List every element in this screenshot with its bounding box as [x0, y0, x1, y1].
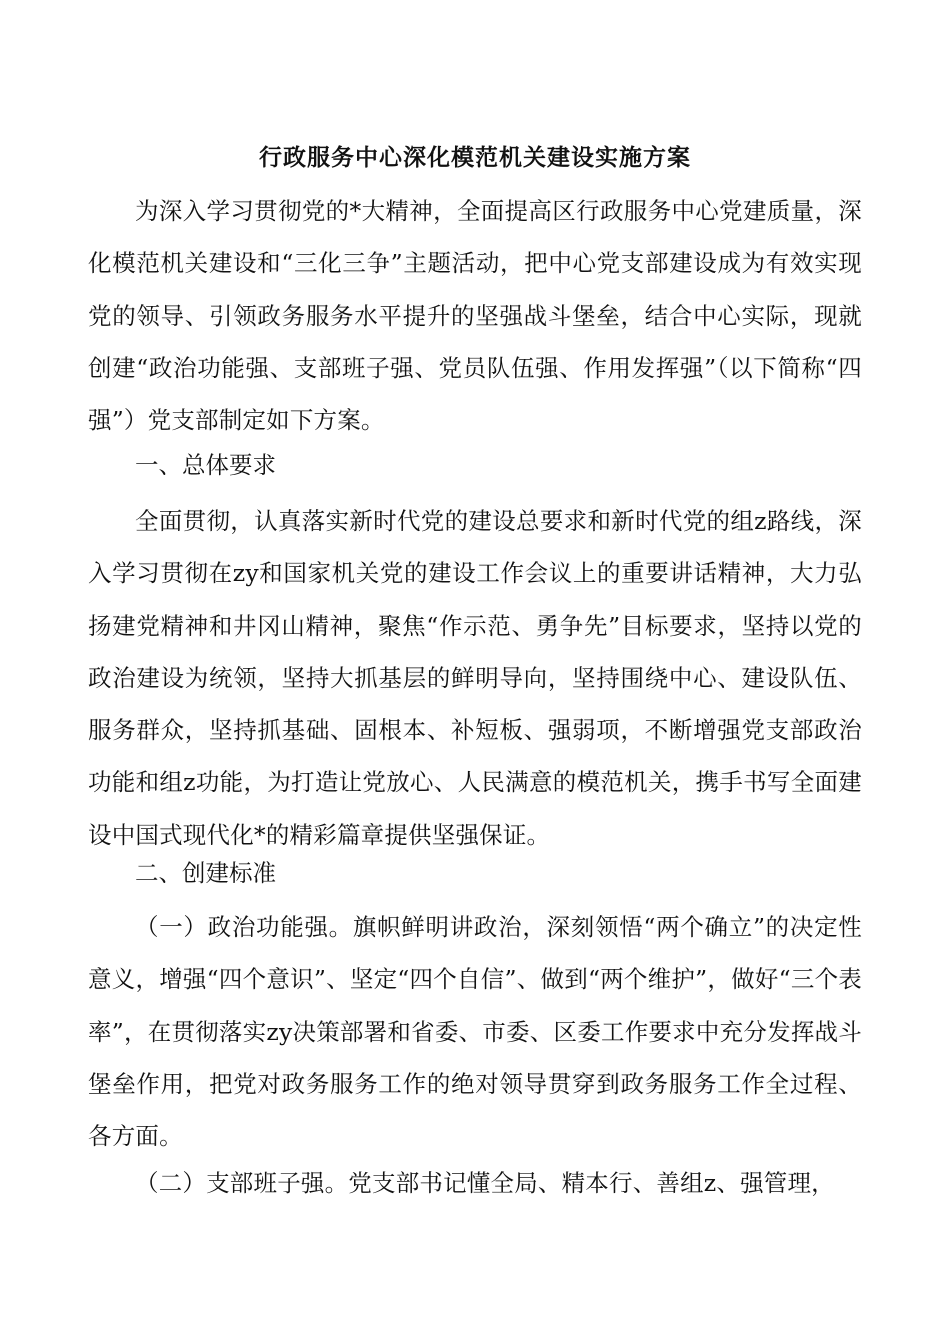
document-title: 行政服务中心深化模范机关建设实施方案 [259, 145, 691, 171]
section-2-item-1: （一）政治功能强。旗帜鲜明讲政治，深刻领悟“两个确立”的决定性意义，增强“四个意识”、坚定“四个自信”、做到“两个维护”，做好“三个表率”，在贯彻落实zy决策部署和省委、市委、区委工作要求中充分发挥战斗堡垒作用，把党对政务服务工作的绝对领导贯穿到政务服务工作全过程、各方面。 [88, 913, 862, 1151]
intro-paragraph: 为深入学习贯彻党的*大精神，全面提高区行政服务中心党建质量，深化模范机关建设和“三化三争”主题活动，把中心党支部建设成为有效实现党的领导、引领政务服务水平提升的坚强战斗堡垒，结合中心实际，现就创建“政治功能强、支部班子强、党员队伍强、作用发挥强”（以下简称“四强”）党支部制定如下方案。 [88, 197, 862, 435]
section-2-item-2: （二）支部班子强。党支部书记懂全局、精本行、善组z、强管理， [135, 1169, 835, 1197]
section-1-body: 全面贯彻，认真落实新时代党的建设总要求和新时代党的组z路线，深入学习贯彻在zy和国家机关党的建设工作会议上的重要讲话精神，大力弘扬建党精神和井冈山精神，聚焦“作示范、勇争先”目标要求，坚持以党的政治建设为统领，坚持大抓基层的鲜明导向，坚持围绕中心、建设队伍、服务群众，坚持抓基础、固根本、补短板、强弱项，不断增强党支部政治功能和组z功能，为打造让党放心、人民满意的模范机关，携手书写全面建设中国式现代化*的精彩篇章提供坚强保证。 [88, 507, 862, 849]
section-1-heading: 一、总体要求 [135, 451, 276, 479]
section-2-heading: 二、创建标准 [135, 859, 276, 887]
